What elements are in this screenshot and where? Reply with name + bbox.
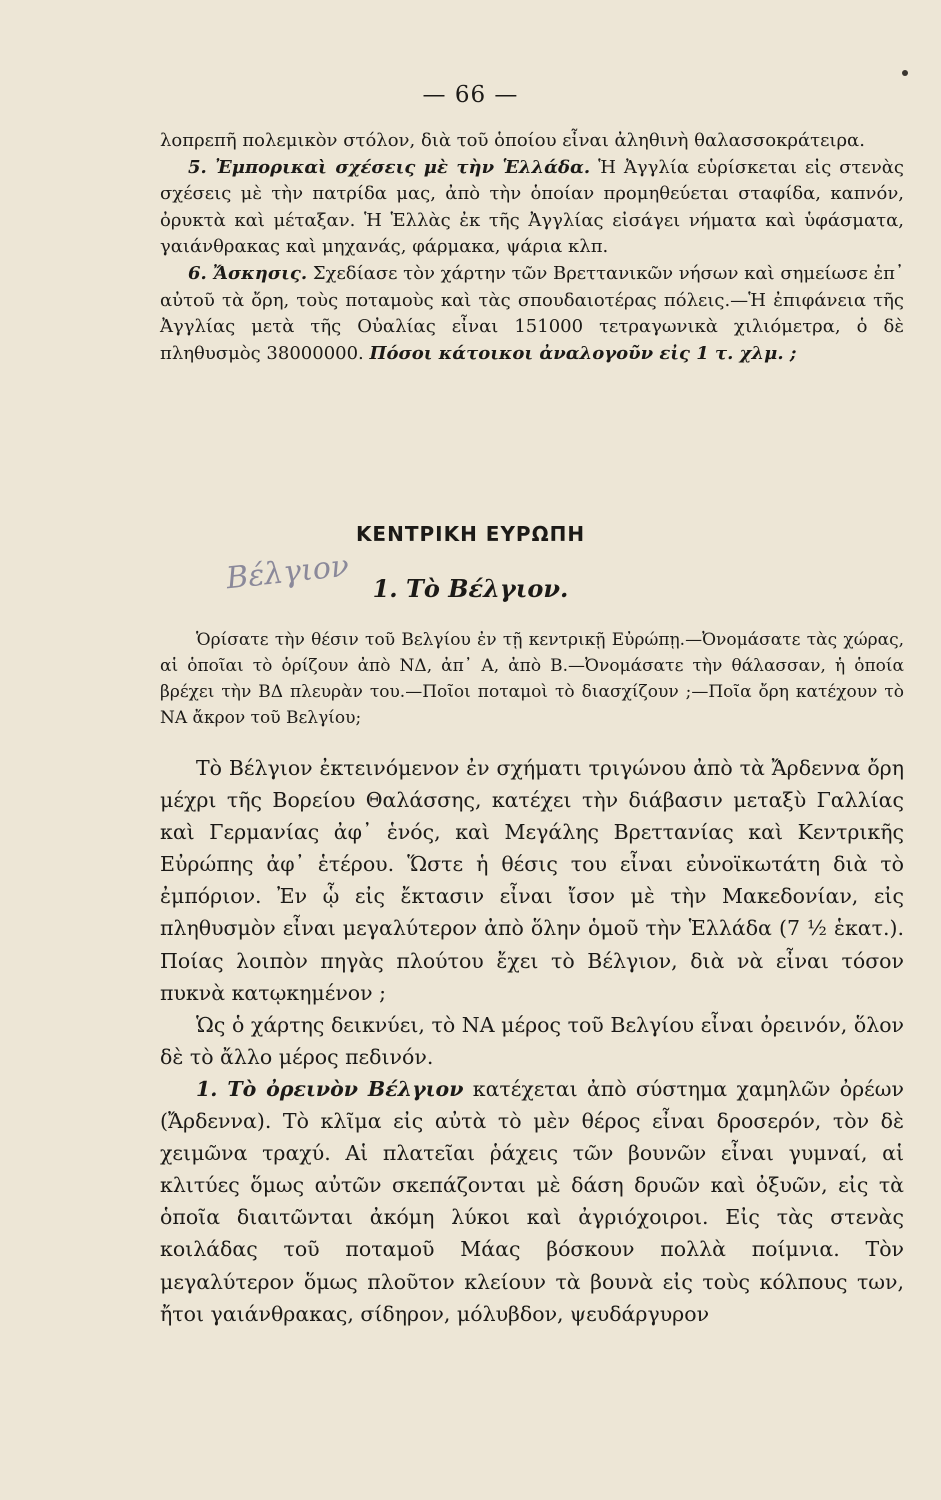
main-text [160, 752, 904, 1330]
section-6-question: Πόσοι κάτοικοι ἀναλογοῦν εἰς 1 τ. χλμ. ; [369, 342, 797, 364]
page-number: — 66 — [422, 82, 519, 108]
previous-section-text [160, 128, 904, 367]
paragraph-3 [160, 1073, 904, 1330]
continuation-paragraph: λοπρεπῆ πολεμικὸν στόλον, διὰ τοῦ ὁποίου εἶναι ἀληθινὴ θαλασσοκράτειρα. [160, 130, 865, 151]
section-5-label: 5. Ἐμπορικαὶ σχέσεις μὲ τὴν Ἑλλάδα. [188, 156, 591, 178]
section-6-paragraph [160, 261, 904, 367]
section-5-text: Ἡ Ἀγγλία εὑρίσκεται εἰς στενὰς σχέσεις μὲ τὴν πατρίδα μας, ἀπὸ τὴν ὁποίαν προμηθεύεται σταφίδα, καπνόν, ὀρυκτὰ καὶ μέταξαν. Ἡ Ἑλλὰς ἐκ τῆς Ἀγγλίας εἰσάγει νήματα καὶ ὑφάσματα, γαιάνθρακας καὶ μηχανάς, φάρμακα, ψάρια κλπ. [160, 156, 904, 258]
paragraph-3-label: 1. Τὸ ὀρεινὸν Βέλγιον [196, 1076, 464, 1101]
paragraph-2: Ὡς ὁ χάρτης δεικνύει, τὸ ΝΑ μέρος τοῦ Βελγίου εἶναι ὀρεινόν, ὅλον δὲ τὸ ἄλλο μέρος πεδινόν. [160, 1012, 904, 1069]
paragraph-1: Τὸ Βέλγιον ἐκτεινόμενον ἐν σχήματι τριγώνου ἀπὸ τὰ Ἄρδεννα ὄρη μέχρι τῆς Βορείου Θαλάσσης, κατέχει τὴν διάβασιν μεταξὺ Γαλλίας καὶ Γερμανίας ἀφ᾽ ἑνός, καὶ Μεγάλης Βρεττανίας καὶ Κεντρικῆς Εὐρώπης ἀφ᾽ ἑτέρου. Ὥστε ἡ θέσις του εἶναι εὐνοϊκωτάτη διὰ τὸ ἐμπόριον. Ἐν ᾧ εἰς ἔκτασιν εἶναι ἴσον μὲ τὴν Μακεδονίαν, εἰς πληθυσμὸν εἶναι μεγαλύτερον ἀπὸ ὅλην ὁμοῦ τὴν Ἑλλάδα (7 ½ ἑκατ.). Ποίας λοιπὸν πηγὰς πλούτου ἔχει τὸ Βέλγιον, διὰ νὰ εἶναι τόσον πυκνὰ κατῳκημένον ; [160, 756, 904, 1005]
section-6-label: 6. Ἄσκησις. [188, 262, 308, 284]
section-5-paragraph [160, 155, 904, 261]
paragraph-3-text: κατέχεται ἀπὸ σύστημα χαμηλῶν ὀρέων (Ἄρδεννα). Τὸ κλῖμα εἰς αὐτὰ τὸ μὲν θέρος εἶναι δροσερόν, τὸν δὲ χειμῶνα τραχύ. Αἱ πλατεῖαι ῥάχεις τῶν βουνῶν εἶναι γυμναί, αἱ κλιτύες ὅμως αὐτῶν σκεπάζονται μὲ δάση δρυῶν καὶ ὀξυῶν, εἰς τὰ ὁποῖα διαιτῶνται ἀκόμη λύκοι καὶ ἀγριόχοιροι. Εἰς τὰς στενὰς κοιλάδας τοῦ ποταμοῦ Μάας βόσκουν πολλὰ ποίμνια. Τὸν μεγαλύτερον ὅμως πλοῦτον κλείουν τὰ βουνὰ εἰς τοὺς κόλπους των, ἤτοι γαιάνθρακας, σίδηρον, μόλυβδον, ψευδάργυρον [160, 1076, 904, 1326]
questions-paragraph: Ὁρίσατε τὴν θέσιν τοῦ Βελγίου ἐν τῇ κεντρικῇ Εὐρώπῃ.—Ὀνομάσατε τὰς χώρας, αἱ ὁποῖαι τὸ ὁρίζουν ἀπὸ ΝΔ, ἀπ᾽ Α, ἀπὸ Β.—Ὀνομάσατε τὴν θάλασσαν, ἡ ὁποία βρέχει τὴν ΒΔ πλευρὰν του.—Ποῖοι ποταμοὶ τὸ διασχίζουν ;—Ποῖα ὄρη κατέχουν τὸ ΝΑ ἄκρον τοῦ Βελγίου; [160, 630, 904, 728]
chapter-heading: ΚΕΝΤΡΙΚΗ ΕΥΡΩΠΗ [355, 522, 586, 546]
section-6-text: Σχεδίασε τὸν χάρτην τῶν Βρεττανικῶν νήσων καὶ σημείωσε ἐπ᾽ αὐτοῦ τὰ ὄρη, τοὺς ποταμοὺς καὶ τὰς σπουδαιοτέρας πόλεις.—Ἡ ἐπιφάνεια τῆς Ἀγγλίας μετὰ τῆς Οὐαλίας εἶναι 151000 τετραγωνικὰ χιλιόμετρα, ὁ δὲ πληθυσμὸς 38000000. [160, 262, 904, 364]
study-questions [160, 627, 904, 731]
ink-dot [902, 70, 908, 76]
handwritten-note: Βέλγιον [224, 548, 351, 597]
section-title: 1. Τὸ Βέλγιον. [372, 574, 569, 603]
